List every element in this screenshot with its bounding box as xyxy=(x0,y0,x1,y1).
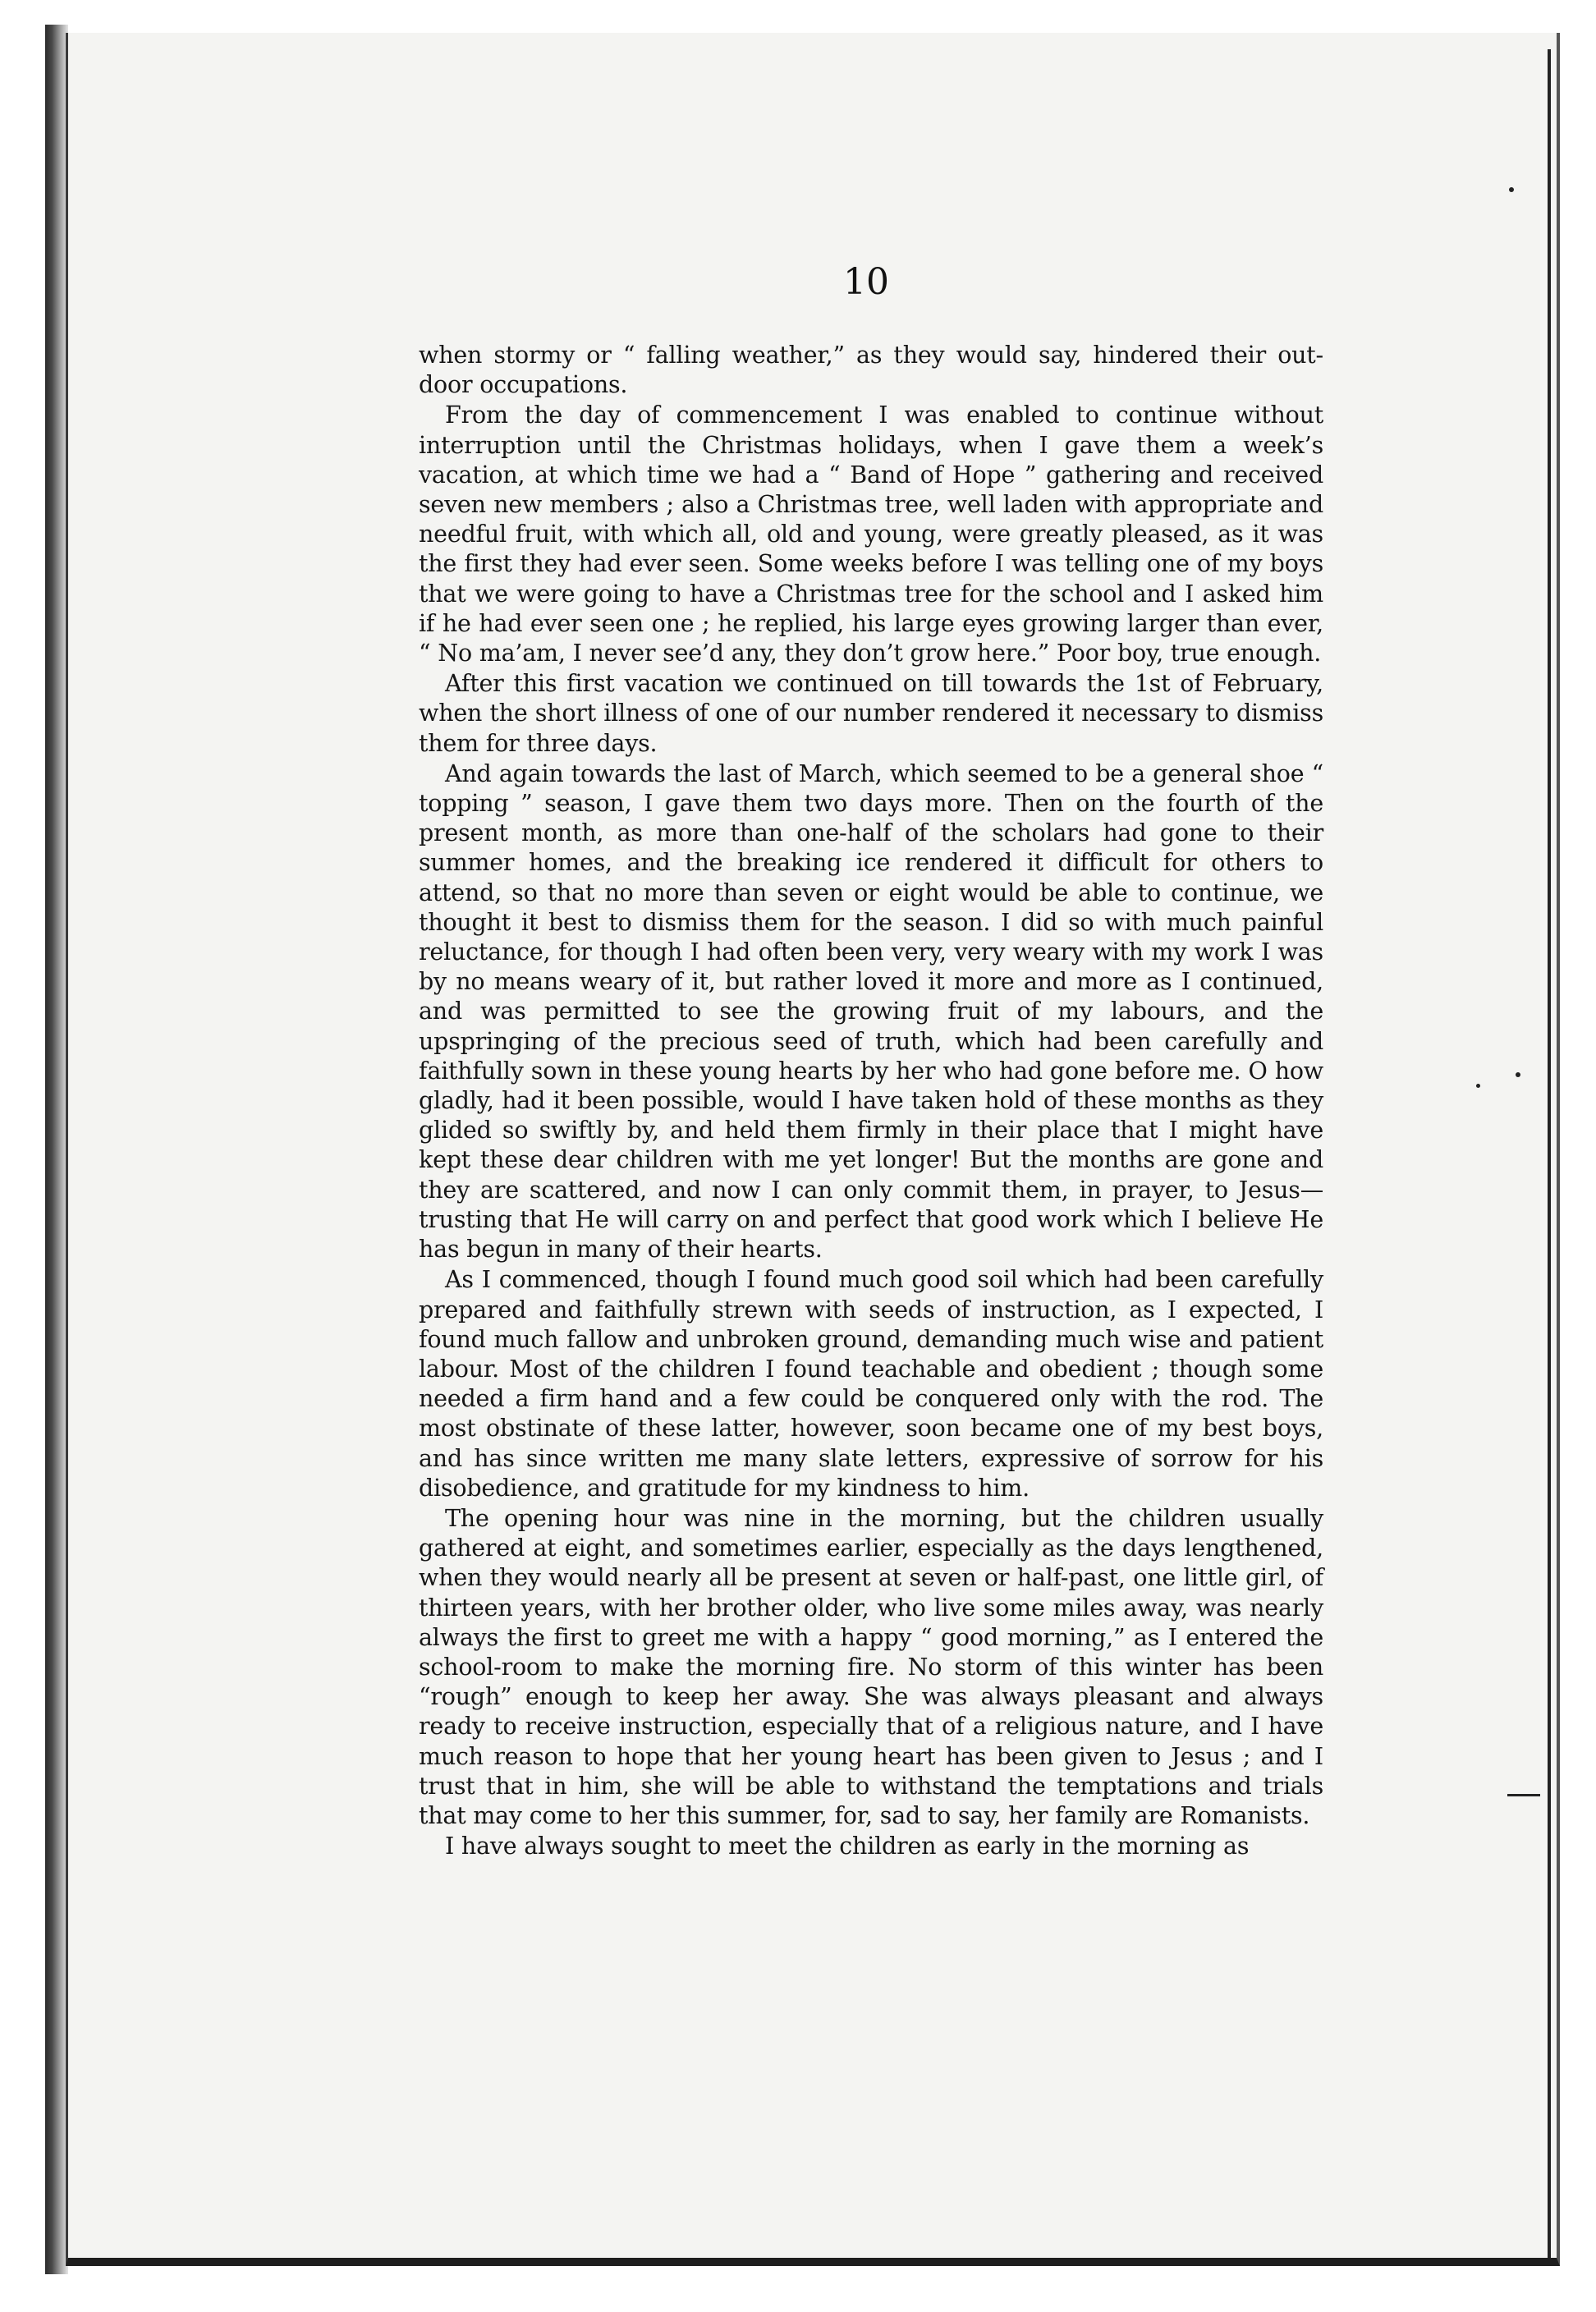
body-text xyxy=(419,341,1323,1861)
paragraph: As I commenced, though I found much good soil which had been carefully prepared and faithfully strewn with seeds of instruction, as I expected, I found much fallow and unbroken ground, demanding much wise and patient labour. Most of the children I found teachable and obedient ; though some needed a firm hand and a few could be conquered only with the rod. The most obstinate of these latter, however, soon became one of my best boys, and has since written me many slate letters, expressive of sorrow for his disobedience, and gratitude for my kindness to him. xyxy=(419,1266,1323,1502)
paragraph: From the day of commencement I was enabled to continue without interruption until the Christmas holidays, when I gave them a week’s vacation, at which time we had a “ Band of Hope ” gathering and received seven new members ; also a Christmas tree, well laden with appropriate and needful fruit, with which all, old and young, were greatly pleased, as it was the first they had ever seen. Some weeks before I was telling one of my boys that we were going to have a Christmas tree for the school and I asked him if he had ever seen one ; he replied, his large eyes growing larger than ever, “ No ma’am, I never see’d any, they don’t grow here.” Poor boy, true enough. xyxy=(419,401,1323,667)
scan-speck xyxy=(1476,1084,1480,1088)
paragraph: After this first vacation we continued on till towards the 1st of February, when the short illness of one of our number rendered it necessary to dismiss them for three days. xyxy=(419,670,1323,757)
paragraph: The opening hour was nine in the morning, but the children usually gathered at eight, and sometimes earlier, especially as the days lengthened, when they would nearly all be present at seven or half-past, one little girl, of thirteen years, with her brother older, who live some miles away, was nearly always the first to greet me with a happy “ good morning,” as I entered the school-room to make the morning fire. No storm of this winter has been “rough” enough to keep her away. She was always pleasant and always ready to receive instruction, especially that of a religious nature, and I have much reason to hope that her young heart has been given to Jesus ; and I trust that in him, she will be able to withstand the temptations and trials that may come to her this summer, for, sad to say, her family are Romanists. xyxy=(419,1504,1323,1829)
paragraph: I have always sought to meet the children as early in the morning as xyxy=(445,1833,1250,1860)
scan-speck xyxy=(1509,187,1514,192)
page-number: 10 xyxy=(843,261,889,303)
scan-speck xyxy=(1516,1072,1520,1077)
book-binding xyxy=(45,25,68,2274)
scan-speck xyxy=(1507,1794,1540,1796)
paragraph: when stormy or “ falling weather,” as they would say, hindered their out-door occupations. xyxy=(419,342,1323,399)
paragraph: And again towards the last of March, which seemed to be a general shoe “ topping ” season, I gave them two days more. Then on the fourth of the present month, as more than one-half of the scholars had gone to their summer homes, and the breaking ice rendered it difficult for others to attend, so that no more than seven or eight would be able to continue, we thought it best to dismiss them for the season. I did so with much painful reluctance, for though I had often been very, very weary with my work I was by no means weary of it, but rather loved it more and more as I continued, and was permitted to see the growing fruit of my labours, and the upspringing of the precious seed of truth, which had been carefully and faithfully sown in these young hearts by her who had gone before me. O how gladly, had it been possible, would I have taken hold of these months as they glided so swiftly by, and held them firmly in their place that I might have kept these dear children with me yet longer! But the months are gone and they are scattered, and now I can only commit them, in prayer, to Jesus—trusting that He will carry on and perfect that good work which I believe He has begun in many of their hearts. xyxy=(419,759,1323,1264)
page-right-edge xyxy=(1548,49,1551,2258)
